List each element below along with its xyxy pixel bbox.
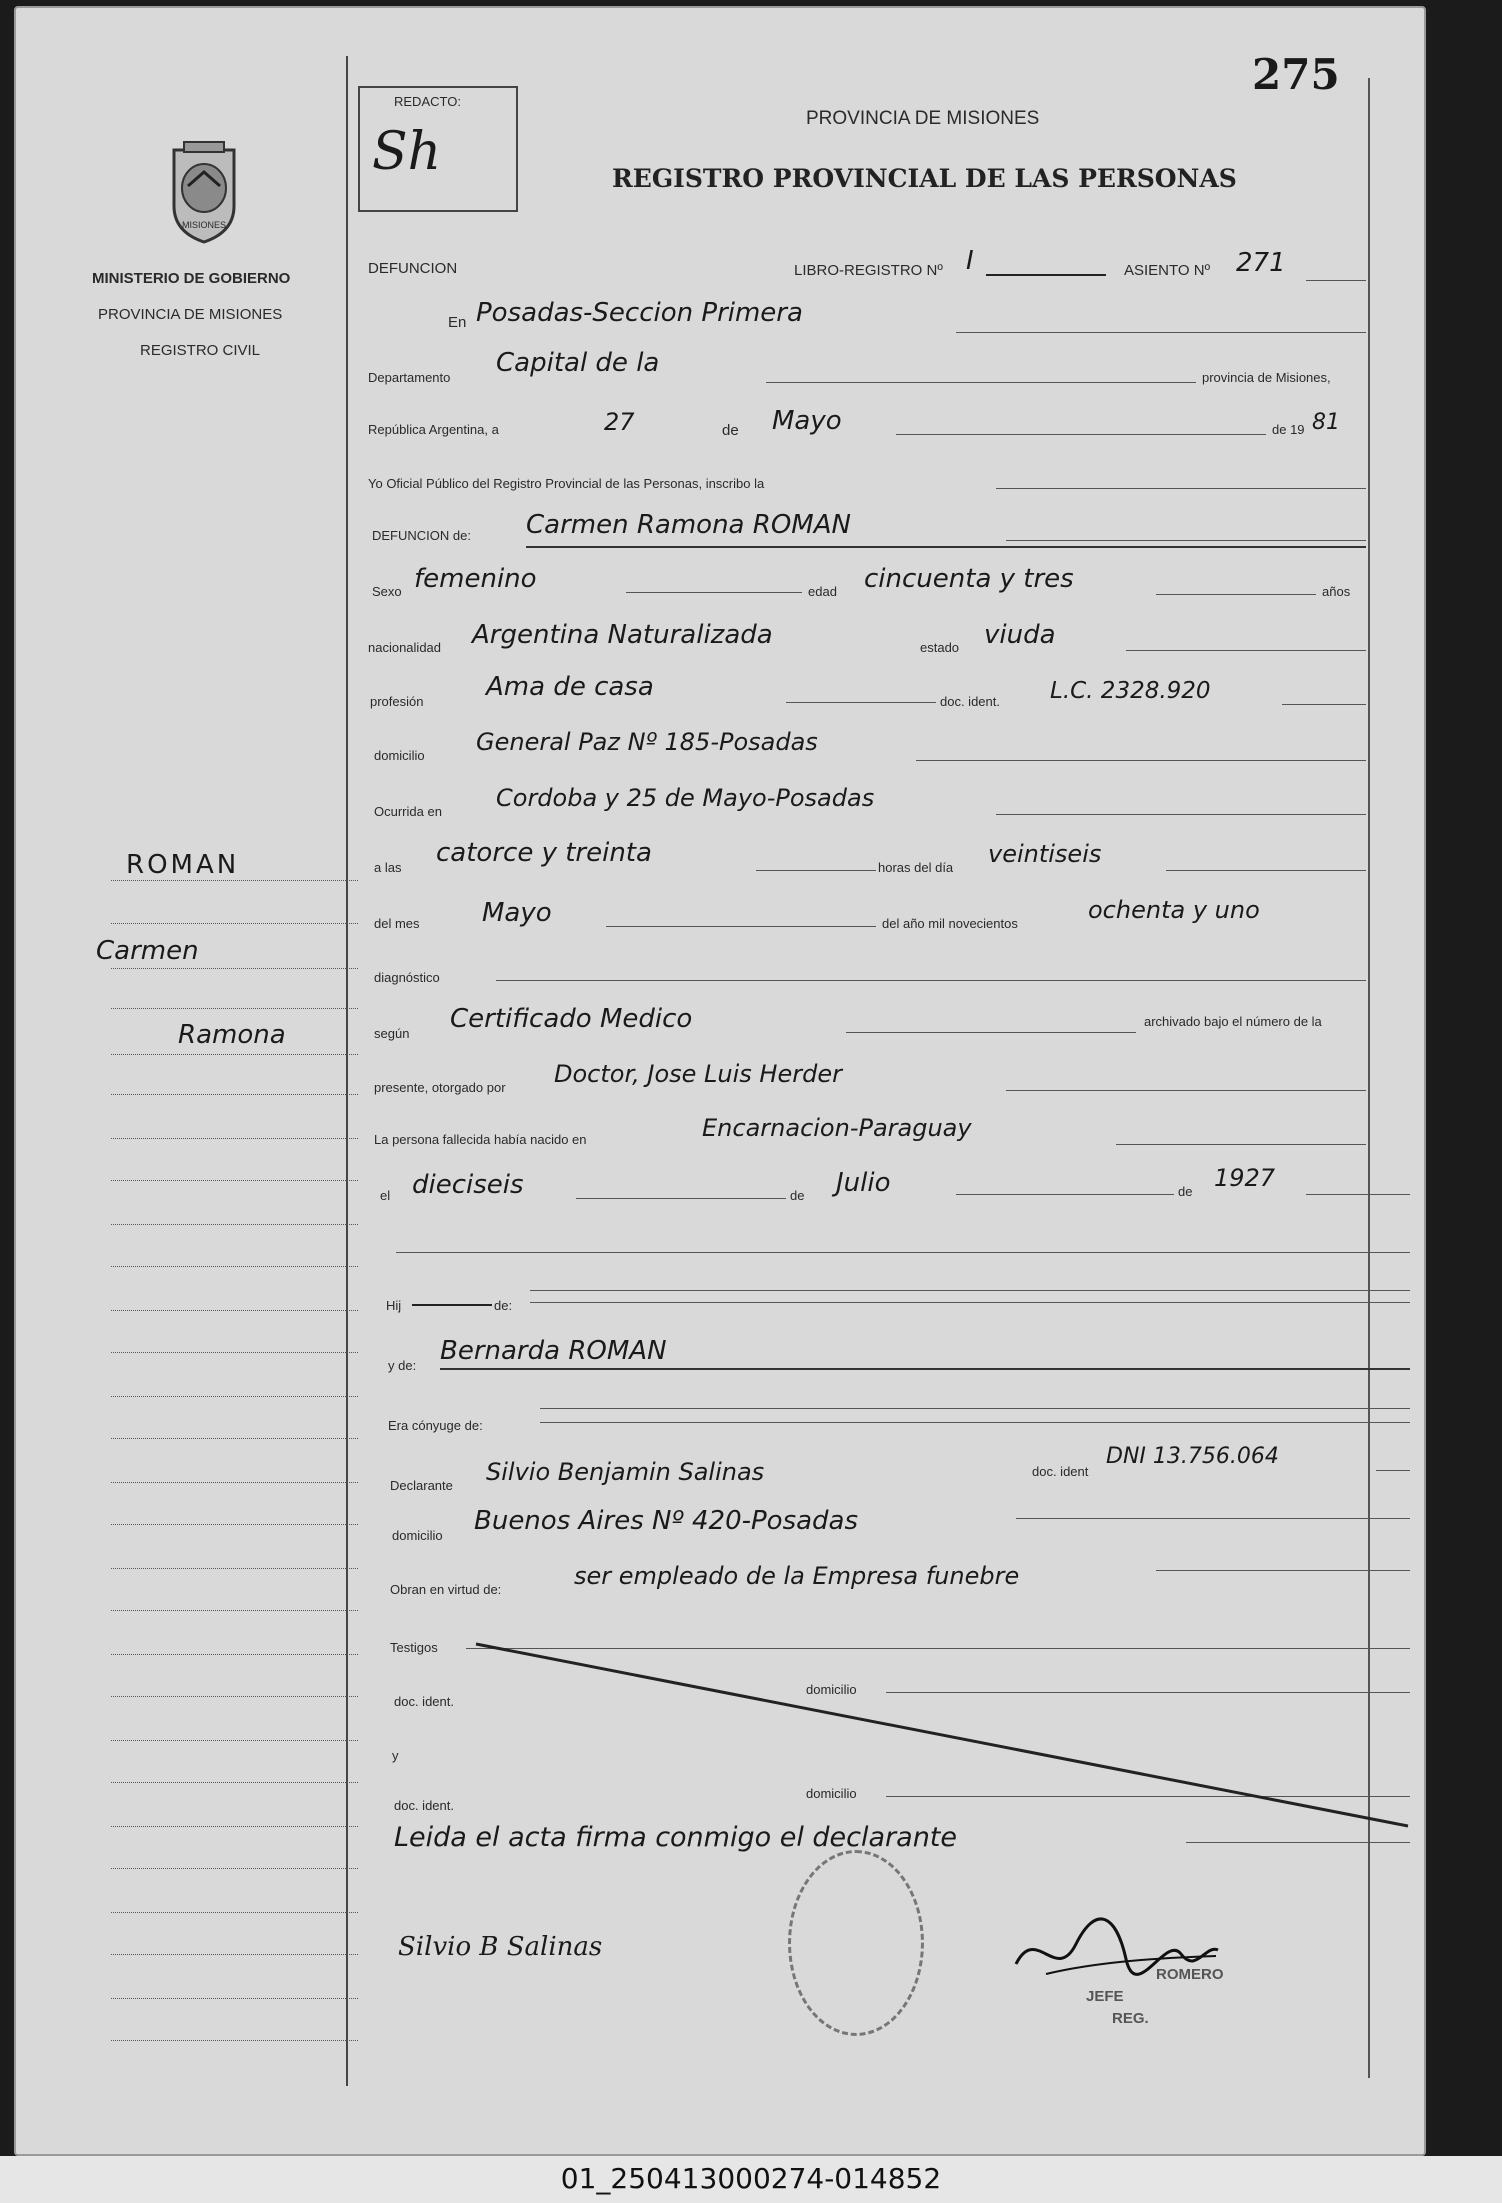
- stamp-line2: JEFE: [1086, 1988, 1124, 2005]
- redacto-box: [358, 86, 518, 212]
- month-value: Mayo: [772, 406, 842, 436]
- birth-day: dieciseis: [412, 1170, 524, 1200]
- profesion-label: profesión: [370, 694, 424, 709]
- estado-value: viuda: [984, 620, 1056, 650]
- libro-value: I: [966, 246, 974, 276]
- domicilio-label: domicilio: [374, 748, 425, 763]
- margin-surname: ROMAN: [126, 850, 240, 880]
- decl-domicilio-label: domicilio: [392, 1528, 443, 1543]
- edad-value: cincuenta y tres: [864, 564, 1074, 594]
- coat-of-arms-icon: [154, 138, 254, 248]
- diagnostico-label: diagnóstico: [374, 970, 440, 985]
- nacionalidad-label: nacionalidad: [368, 640, 442, 655]
- asiento-value: 271: [1236, 248, 1286, 278]
- departamento-label: Departamento: [368, 370, 451, 385]
- stamp-line1: ROMERO: [1156, 1966, 1224, 1983]
- test-doc2-label: doc. ident.: [394, 1798, 454, 1813]
- provincia-label: provincia de Misiones,: [1202, 370, 1331, 385]
- dia-value: veintiseis: [988, 840, 1102, 868]
- ministry-line3: REGISTRO CIVIL: [140, 342, 261, 359]
- header-province: PROVINCIA DE MISIONES: [806, 108, 1040, 129]
- en-value: Posadas-Seccion Primera: [476, 298, 803, 328]
- test-doc1-label: doc. ident.: [394, 1694, 454, 1709]
- mother-value: Bernarda ROMAN: [440, 1336, 667, 1366]
- y-label: y: [392, 1748, 399, 1763]
- declarante-doc-value: DNI 13.756.064: [1106, 1444, 1279, 1469]
- test-dom1-label: domicilio: [806, 1682, 857, 1697]
- mes-value: Mayo: [482, 898, 552, 928]
- anio-value: ochenta y uno: [1088, 896, 1260, 924]
- seal-text: MISIONES: [182, 220, 227, 230]
- segun-label: según: [374, 1026, 410, 1041]
- day-value: 27: [604, 408, 635, 436]
- obran-value: ser empleado de la Empresa funebre: [574, 1562, 1020, 1590]
- hij-de-label: de:: [494, 1298, 513, 1313]
- document-page: [14, 6, 1426, 2156]
- testigos-label: Testigos: [390, 1640, 438, 1655]
- leida-text: Leida el acta firma conmigo el declarante: [394, 1822, 958, 1853]
- nacido-label: La persona fallecida había nacido en: [374, 1132, 587, 1147]
- presente-label: presente, otorgado por: [374, 1080, 506, 1095]
- test-dom2-label: domicilio: [806, 1786, 857, 1801]
- declarante-signature: Silvio B Salinas: [398, 1932, 603, 1962]
- defuncion-label: DEFUNCION: [368, 260, 458, 277]
- ocurrida-label: Ocurrida en: [374, 804, 442, 819]
- margin-first-name: Carmen: [96, 936, 199, 966]
- declarante-doc-label: doc. ident: [1032, 1464, 1089, 1479]
- domicilio-value: General Paz Nº 185-Posadas: [476, 728, 818, 756]
- archivado-label: archivado bajo el número de la: [1144, 1014, 1322, 1029]
- a-las-label: a las: [374, 860, 402, 875]
- hij-label: Hij: [386, 1298, 402, 1313]
- conyuge-label: Era cónyuge de:: [388, 1418, 483, 1433]
- deceased-name: Carmen Ramona ROMAN: [526, 510, 851, 540]
- defuncion-de-label: DEFUNCION de:: [372, 528, 471, 543]
- declarante-value: Silvio Benjamin Salinas: [486, 1458, 765, 1486]
- oficial-text: Yo Oficial Público del Registro Provincial de las Personas, inscribo la: [368, 476, 765, 491]
- obran-label: Obran en virtud de:: [390, 1582, 502, 1597]
- horas-dia-label: horas del día: [878, 860, 954, 875]
- edad-label: edad: [808, 584, 837, 599]
- birth-year: 1927: [1214, 1164, 1276, 1192]
- sexo-value: femenino: [414, 564, 537, 594]
- de-label: de: [722, 422, 739, 439]
- cancel-diagonal-line: [456, 1638, 1416, 1838]
- y-de-label: y de:: [388, 1358, 417, 1373]
- anio-label: del año mil novecientos: [882, 916, 1018, 931]
- estado-label: estado: [920, 640, 960, 655]
- ministry-line1: MINISTERIO DE GOBIERNO: [92, 270, 291, 287]
- redacto-label: REDACTO:: [394, 94, 461, 109]
- profesion-value: Ama de casa: [486, 672, 654, 702]
- ocurrida-value: Cordoba y 25 de Mayo-Posadas: [496, 784, 875, 812]
- el-label: el: [380, 1188, 391, 1203]
- asiento-label: ASIENTO Nº: [1124, 262, 1211, 279]
- doc-ident-label: doc. ident.: [940, 694, 1000, 709]
- declarante-label: Declarante: [390, 1478, 453, 1493]
- nacionalidad-value: Argentina Naturalizada: [472, 620, 773, 650]
- del-mes-label: del mes: [374, 916, 420, 931]
- margin-second-name: Ramona: [178, 1020, 286, 1050]
- birth-de-year-label: de: [1178, 1184, 1193, 1199]
- hora-value: catorce y treinta: [436, 838, 652, 868]
- birth-de-label: de: [790, 1188, 805, 1203]
- segun-value: Certificado Medico: [450, 1004, 693, 1034]
- ministry-line2: PROVINCIA DE MISIONES: [98, 306, 283, 323]
- page-number: 275: [1252, 50, 1340, 99]
- de-year-label: de 19: [1272, 422, 1305, 437]
- departamento-value: Capital de la: [496, 348, 660, 378]
- seal-emblem: [154, 138, 254, 248]
- registry-stamp: [788, 1850, 924, 2036]
- anos-label: años: [1322, 584, 1351, 599]
- en-label: En: [448, 314, 467, 331]
- header-title: REGISTRO PROVINCIAL DE LAS PERSONAS: [612, 164, 1237, 193]
- year-value: 81: [1312, 410, 1340, 435]
- presente-value: Doctor, Jose Luis Herder: [554, 1060, 842, 1088]
- libro-label: LIBRO-REGISTRO Nº: [794, 262, 943, 279]
- republica-label: República Argentina, a: [368, 422, 499, 437]
- birth-month: Julio: [836, 1168, 891, 1198]
- image-caption: 01_250413000274-014852: [560, 2162, 942, 2195]
- doc-ident-value: L.C. 2328.920: [1050, 678, 1211, 704]
- redacto-initials: Sh: [372, 122, 442, 182]
- stamp-line3: REG.: [1112, 2010, 1149, 2027]
- nacido-value: Encarnacion-Paraguay: [702, 1114, 972, 1142]
- sexo-label: Sexo: [372, 584, 402, 599]
- decl-domicilio-value: Buenos Aires Nº 420-Posadas: [474, 1506, 859, 1536]
